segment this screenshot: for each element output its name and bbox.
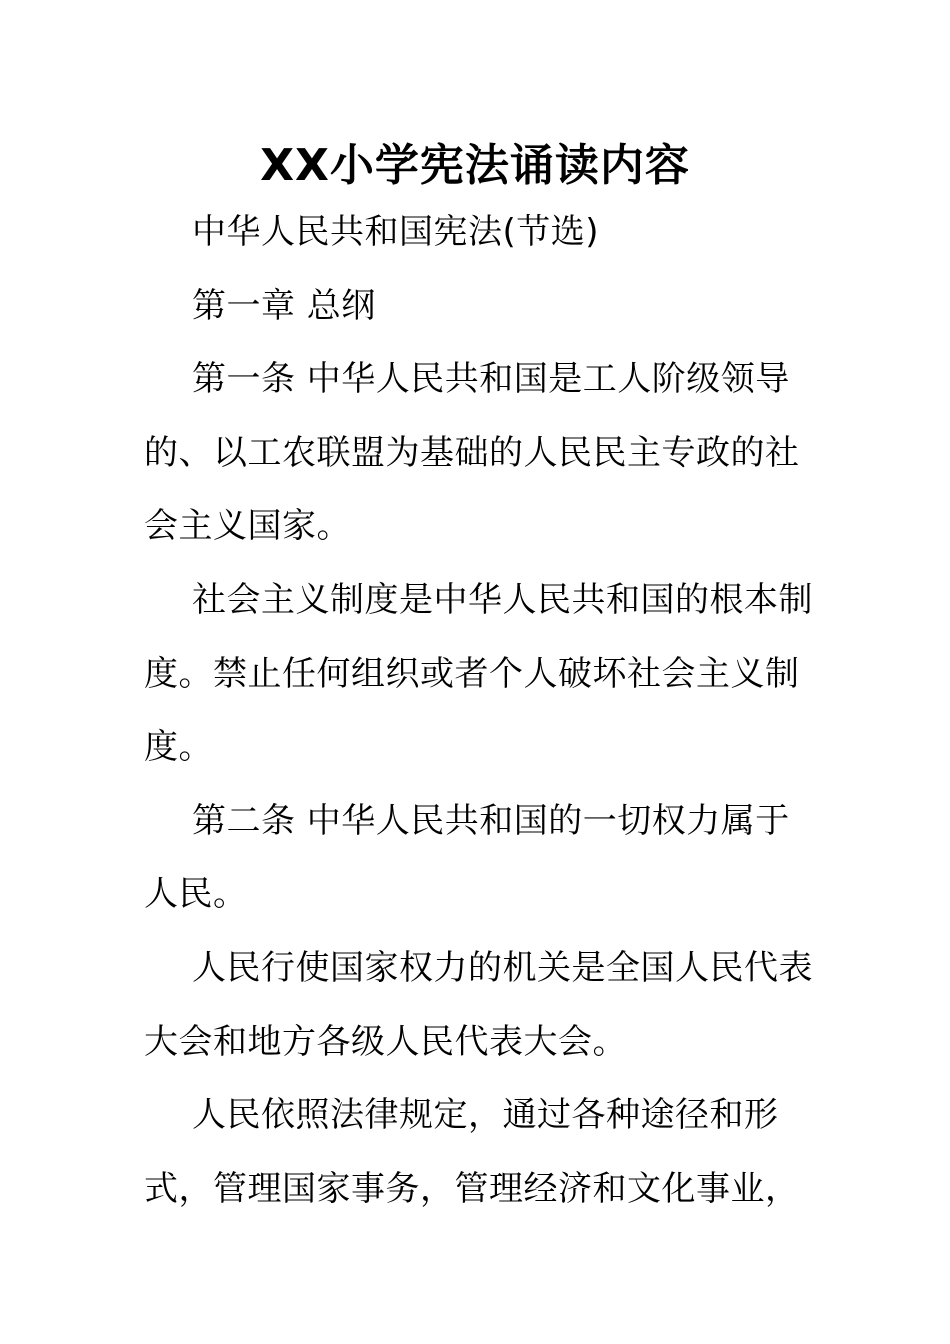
paragraph-article-2-clause-3: 人民依照法律规定，通过各种途径和形式，管理国家事务，管理经济和文化事业， bbox=[144, 1095, 800, 1209]
paragraph-article-2-clause-2: 人民行使国家权力的机关是全国人民代表大会和地方各级人民代表大会。 bbox=[144, 947, 813, 1062]
document-body bbox=[144, 196, 814, 1226]
paragraph-article-1: 第一条 中华人民共和国是工人阶级领导的、以工农联盟为基础的人民民主专政的社会主义国家。 bbox=[144, 359, 800, 547]
paragraph-constitution-heading: 中华人民共和国宪法(节选) bbox=[192, 212, 600, 252]
paragraph-article-1-clause-2: 社会主义制度是中华人民共和国的根本制度。禁止任何组织或者个人破坏社会主义制度。 bbox=[144, 579, 813, 768]
paragraph-article-2: 第二条 中华人民共和国的一切权力属于人民。 bbox=[144, 800, 790, 915]
paragraph-chapter-heading: 第一章 总纲 bbox=[192, 285, 376, 326]
document-title: XX小学宪法诵读内容 bbox=[260, 140, 690, 191]
